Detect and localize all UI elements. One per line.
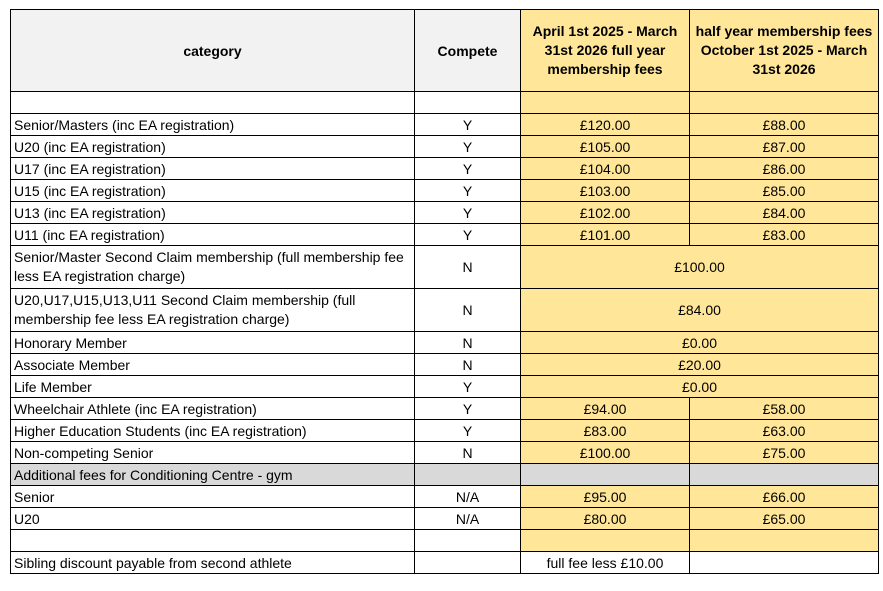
category-cell: Non-competing Senior [11, 442, 415, 464]
category-cell: U20 (inc EA registration) [11, 136, 415, 158]
half-year-fee-cell: £65.00 [690, 508, 879, 530]
half-year-fee-cell: £86.00 [690, 158, 879, 180]
category-cell: Senior/Masters (inc EA registration) [11, 114, 415, 136]
half-year-fee-cell: £87.00 [690, 136, 879, 158]
table-row [11, 508, 879, 530]
half-year-fee-cell: £85.00 [690, 180, 879, 202]
header-full-year-fees: April 1st 2025 - March 31st 2026 full year membership fees [521, 10, 690, 92]
full-year-fee-cell: £100.00 [521, 442, 690, 464]
header-compete: Compete [415, 10, 521, 92]
compete-cell: N/A [415, 486, 521, 508]
full-year-fee-cell: £95.00 [521, 486, 690, 508]
category-cell: Higher Education Students (inc EA registration) [11, 420, 415, 442]
category-cell [11, 530, 415, 552]
section-row-gym [11, 464, 879, 486]
compete-cell [415, 530, 521, 552]
merged-fee-cell: £0.00 [521, 332, 879, 354]
half-year-fee-cell: £66.00 [690, 486, 879, 508]
table-row [11, 442, 879, 464]
table-row [11, 136, 879, 158]
table-row [11, 224, 879, 246]
full-year-fee-cell: £80.00 [521, 508, 690, 530]
header-category: category [11, 10, 415, 92]
compete-cell: N [415, 332, 521, 354]
full-year-fee-cell: £83.00 [521, 420, 690, 442]
category-cell: U15 (inc EA registration) [11, 180, 415, 202]
half-year-fee-cell: £63.00 [690, 420, 879, 442]
full-year-fee-cell [521, 530, 690, 552]
category-cell: U11 (inc EA registration) [11, 224, 415, 246]
category-cell: U17 (inc EA registration) [11, 158, 415, 180]
compete-cell: N [415, 354, 521, 376]
compete-cell: Y [415, 224, 521, 246]
full-year-fee-cell: £120.00 [521, 114, 690, 136]
table-row [11, 486, 879, 508]
table-row [11, 354, 879, 376]
category-cell: U13 (inc EA registration) [11, 202, 415, 224]
half-year-fee-cell [690, 92, 879, 114]
category-cell: Senior [11, 486, 415, 508]
section-label: Additional fees for Conditioning Centre - gym [11, 464, 415, 486]
compete-cell [415, 552, 521, 574]
half-year-fee-cell: £83.00 [690, 224, 879, 246]
compete-cell: Y [415, 180, 521, 202]
table-row [11, 376, 879, 398]
compete-cell [415, 92, 521, 114]
full-year-fee-cell: £105.00 [521, 136, 690, 158]
compete-cell: Y [415, 136, 521, 158]
half-year-fee-cell: £58.00 [690, 398, 879, 420]
merged-fee-cell: £0.00 [521, 376, 879, 398]
compete-cell: N/A [415, 508, 521, 530]
full-year-fee-cell: £94.00 [521, 398, 690, 420]
table-row [11, 289, 879, 332]
full-year-fee-cell: £101.00 [521, 224, 690, 246]
compete-cell: Y [415, 420, 521, 442]
compete-cell: Y [415, 114, 521, 136]
compete-cell [415, 464, 521, 486]
category-cell: Sibling discount payable from second athlete [11, 552, 415, 574]
full-year-fee-cell: £102.00 [521, 202, 690, 224]
compete-cell: N [415, 442, 521, 464]
category-cell: U20 [11, 508, 415, 530]
compete-cell: Y [415, 398, 521, 420]
table-row [11, 332, 879, 354]
table-row [11, 92, 879, 114]
full-year-fee-cell: £103.00 [521, 180, 690, 202]
merged-fee-cell: £84.00 [521, 289, 879, 332]
table-row [11, 530, 879, 552]
full-year-fee-cell: £104.00 [521, 158, 690, 180]
compete-cell: Y [415, 376, 521, 398]
compete-cell: Y [415, 202, 521, 224]
sibling-discount-cell: full fee less £10.00 [521, 552, 690, 574]
table-row [11, 180, 879, 202]
category-cell: Associate Member [11, 354, 415, 376]
table-row [11, 398, 879, 420]
table-row [11, 420, 879, 442]
table-row [11, 158, 879, 180]
category-cell: Life Member [11, 376, 415, 398]
category-cell: Senior/Master Second Claim membership (full membership fee less EA registration charge) [11, 246, 415, 289]
half-year-fee-cell: £88.00 [690, 114, 879, 136]
table-row [11, 114, 879, 136]
header-half-year-fees: half year membership fees October 1st 2025 - March 31st 2026 [690, 10, 879, 92]
half-year-fee-cell [690, 530, 879, 552]
category-cell: Wheelchair Athlete (inc EA registration) [11, 398, 415, 420]
half-year-fee-cell [690, 464, 879, 486]
category-cell [11, 92, 415, 114]
table-row [11, 202, 879, 224]
category-cell: U20,U17,U15,U13,U11 Second Claim membership (full membership fee less EA registration charge) [11, 289, 415, 332]
category-cell: Honorary Member [11, 332, 415, 354]
compete-cell: Y [415, 158, 521, 180]
half-year-fee-cell [690, 552, 879, 574]
compete-cell: N [415, 246, 521, 289]
half-year-fee-cell: £75.00 [690, 442, 879, 464]
membership-fees-table [10, 9, 879, 574]
half-year-fee-cell: £84.00 [690, 202, 879, 224]
full-year-fee-cell [521, 464, 690, 486]
merged-fee-cell: £100.00 [521, 246, 879, 289]
table-row [11, 246, 879, 289]
merged-fee-cell: £20.00 [521, 354, 879, 376]
full-year-fee-cell [521, 92, 690, 114]
table-row [11, 552, 879, 574]
compete-cell: N [415, 289, 521, 332]
